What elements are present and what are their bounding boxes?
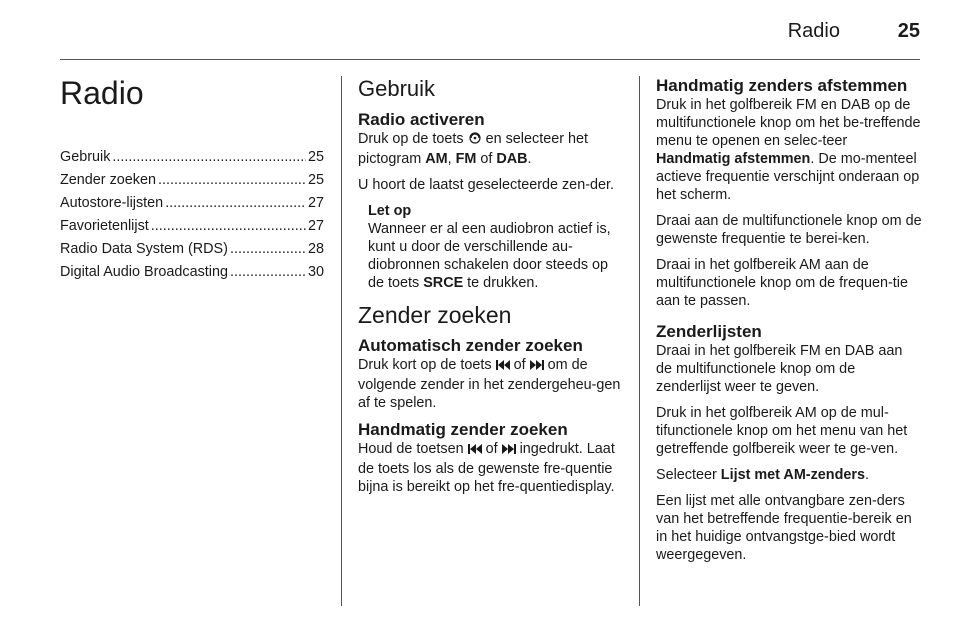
toc-page: 27 bbox=[307, 195, 324, 211]
toc-entry[interactable] bbox=[60, 238, 324, 261]
note-box bbox=[368, 202, 622, 292]
media-source-icon bbox=[468, 131, 482, 150]
heading-radio-activeren: Radio activeren bbox=[358, 110, 485, 129]
paragraph: Druk op de toets en selecteer het pictogram AM, FM of DAB. bbox=[358, 131, 588, 167]
skip-back-icon bbox=[496, 358, 510, 376]
toc-entry[interactable] bbox=[60, 192, 324, 215]
toc-label: Digital Audio Broadcasting bbox=[60, 264, 228, 280]
skip-forward-icon bbox=[502, 442, 516, 460]
toc-page: 25 bbox=[307, 149, 324, 165]
paragraph: Druk kort op de toets of om de volgende zender in het zendergeheu-gen af te spelen. bbox=[358, 357, 621, 411]
note-text: Wanneer er al een audiobron actief is, kunt u door de verschillende au-diobronnen schakelen door steeds op de toets SRCE te drukken. bbox=[368, 221, 611, 291]
paragraph: Een lijst met alle ontvangbare zen-ders van het betreffende frequentie-bereik en in het huidige ontvangstge-bied wordt weergegeven. bbox=[656, 493, 912, 563]
toc-label: Radio Data System (RDS) bbox=[60, 241, 228, 257]
toc-entry[interactable] bbox=[60, 169, 324, 192]
toc-entry[interactable] bbox=[60, 146, 324, 169]
paragraph: Selecteer Lijst met AM-zenders. bbox=[656, 467, 869, 483]
paragraph: Draai in het golfbereik AM aan de multifunctionele knop om de frequen-tie aan te passen. bbox=[656, 257, 908, 309]
content-column-3 bbox=[656, 76, 922, 572]
skip-back-icon bbox=[468, 442, 482, 460]
page-number: 25 bbox=[897, 20, 920, 42]
heading-automatisch: Automatisch zender zoeken bbox=[358, 336, 583, 355]
toc-label: Autostore-lijsten bbox=[60, 195, 164, 211]
toc-page: 30 bbox=[307, 264, 324, 280]
paragraph: U hoort de laatst geselecteerde zen-der. bbox=[358, 177, 614, 193]
toc-page: 28 bbox=[307, 241, 324, 257]
toc-label: Favorietenlijst bbox=[60, 218, 149, 234]
header-title: Radio bbox=[787, 20, 840, 42]
paragraph: Draai in het golfbereik FM en DAB aan de multifunctionele knop om de zenderlijst weer te geven. bbox=[656, 343, 903, 395]
paragraph: Druk in het golfbereik AM op de mul-tifunctionele knop om het menu van het getreffende golfbereik weer te ge-ven. bbox=[656, 405, 908, 457]
toc-label: Gebruik bbox=[60, 149, 111, 165]
toc-column bbox=[60, 76, 324, 284]
heading-zenderlijsten: Zenderlijsten bbox=[656, 322, 762, 341]
heading-zender-zoeken: Zender zoeken bbox=[358, 302, 512, 328]
toc-entry[interactable] bbox=[60, 261, 324, 284]
column-divider-1 bbox=[341, 76, 342, 606]
heading-gebruik: Gebruik bbox=[358, 76, 436, 101]
page-header bbox=[60, 20, 920, 44]
paragraph: Draai aan de multifunctionele knop om de gewenste frequentie te berei-ken. bbox=[656, 213, 922, 247]
column-divider-2 bbox=[639, 76, 640, 606]
toc-page: 27 bbox=[307, 218, 324, 234]
table-of-contents bbox=[60, 146, 324, 284]
paragraph: Houd de toetsen of ingedrukt. Laat de toets los als de gewenste fre-quentie bijna is bereikt op het fre-quentiedisplay. bbox=[358, 441, 615, 495]
toc-page: 25 bbox=[307, 172, 324, 188]
heading-handmatig-zoeken: Handmatig zender zoeken bbox=[358, 420, 568, 439]
paragraph: Druk in het golfbereik FM en DAB op de multifunctionele knop om het be-treffende menu te openen en selec-teer Handmatig afstemmen. De mo-menteel actieve frequentie verschijnt onderaan op het scherm. bbox=[656, 97, 921, 203]
content-column-2 bbox=[358, 76, 622, 504]
toc-entry[interactable] bbox=[60, 215, 324, 238]
note-title: Let op bbox=[368, 203, 412, 219]
heading-handmatig-afstemmen: Handmatig zenders afstemmen bbox=[656, 76, 908, 95]
header-rule bbox=[60, 59, 920, 60]
skip-forward-icon bbox=[530, 358, 544, 376]
toc-label: Zender zoeken bbox=[60, 172, 156, 188]
chapter-title: Radio bbox=[60, 75, 144, 111]
